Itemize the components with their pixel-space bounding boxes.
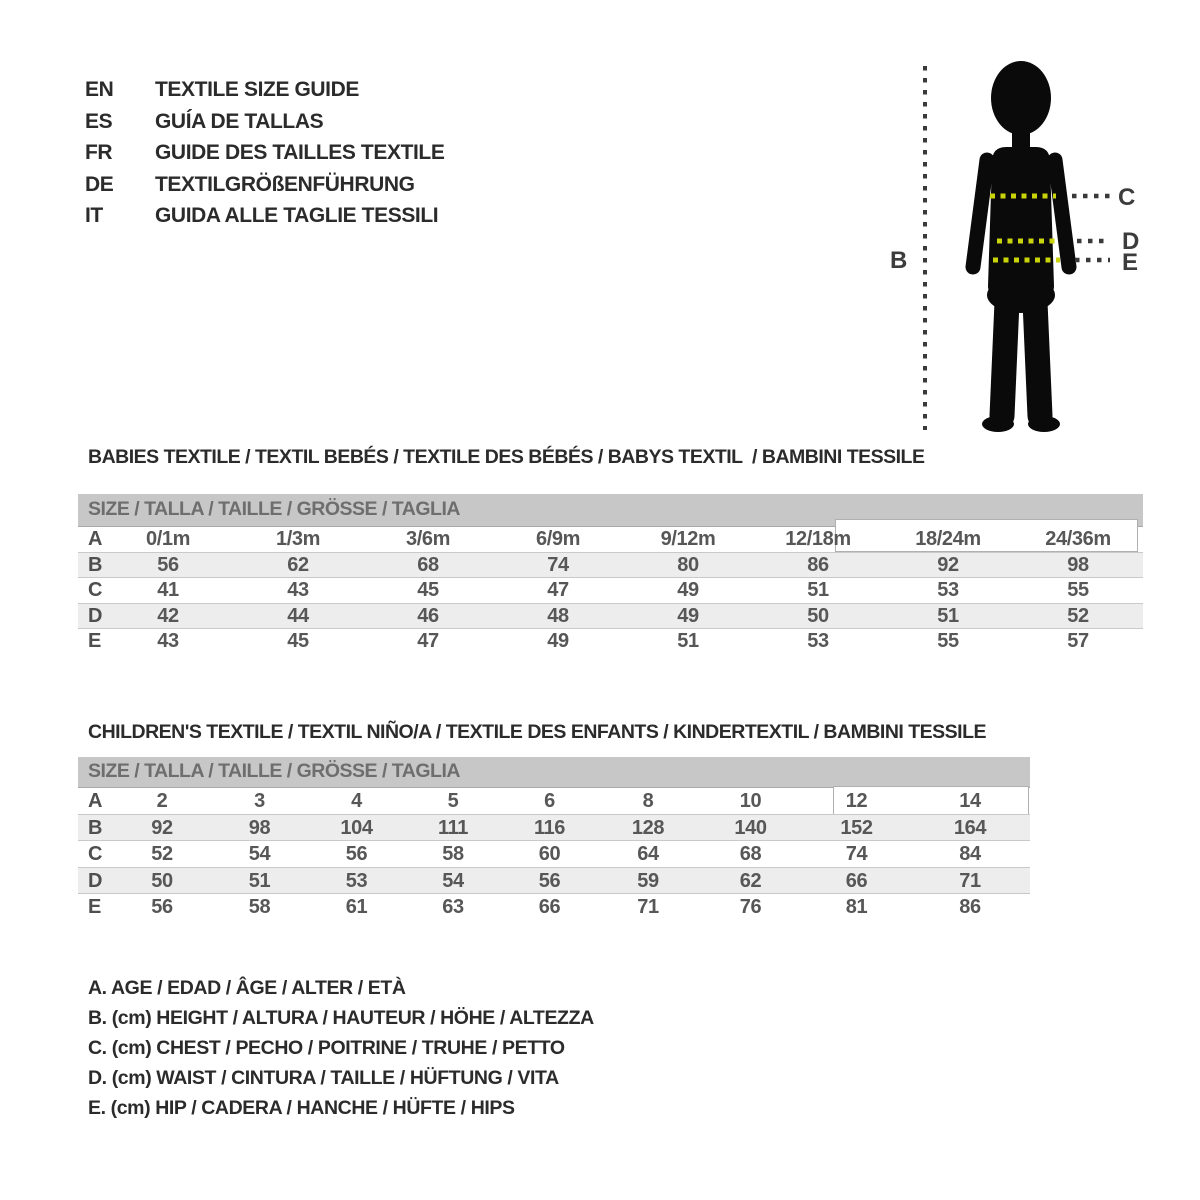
legend-hip: E. (cm) HIP / CADERA / HANCHE / HÜFTE / HIPS [88,1097,515,1119]
language-row [85,106,444,138]
legend-age: A. AGE / EDAD / ÂGE / ALTER / ETÀ [88,977,406,999]
guide-title: GUIDE DES TAILLES TEXTILE [155,141,445,165]
value-cell: 98 [248,817,271,840]
babies-rows [78,527,1143,654]
value-cell: 164 [953,817,987,840]
value-cell: 41 [157,578,179,601]
value-cell: 128 [631,817,665,840]
value-cell: 62 [287,554,309,577]
language-row [85,137,444,169]
row-label: E [88,895,101,918]
value-cell: 49 [547,629,569,652]
chest-label: C [1118,184,1136,211]
size-cell: 6/9m [536,528,580,550]
value-cell: 66 [538,895,561,918]
value-cell: 98 [1067,554,1089,577]
value-cell: 92 [937,554,959,577]
size-cell: 5 [447,790,459,812]
value-cell: 57 [1067,629,1089,652]
value-cell: 80 [677,554,699,577]
legend-chest: C. (cm) CHEST / PECHO / POITRINE / TRUHE / PETTO [88,1037,565,1059]
size-cell: 3/6m [406,528,450,550]
value-cell: 48 [547,605,569,628]
value-cell: 86 [959,895,981,918]
value-cell: 74 [845,842,868,865]
language-row [85,169,444,201]
language-code: FR [85,141,113,165]
value-cell: 43 [287,578,309,601]
value-cell: 49 [677,578,699,601]
language-row [85,200,444,232]
value-cell: 104 [340,817,373,840]
row-label: E [88,629,101,652]
size-cell: 3 [254,790,265,812]
size-cell: 1/3m [276,528,320,550]
row-label: C [88,578,103,601]
value-cell: 76 [739,895,762,918]
value-cell: 59 [637,870,659,893]
size-cell: 4 [351,790,362,812]
value-cell: 53 [345,870,368,893]
value-cell: 47 [417,629,439,652]
language-code: EN [85,78,114,101]
value-cell: 74 [547,554,569,577]
size-header-label: SIZE / TALLA / TAILLE / GRÖSSE / TAGLIA [88,760,460,782]
row-label: D [88,870,103,893]
value-cell: 49 [677,605,699,628]
size-cell: 12 [845,790,868,812]
size-cell: 8 [642,790,654,812]
waist-label: D [1122,228,1140,255]
value-cell: 45 [417,578,439,601]
size-cell: 12/18m [785,528,851,550]
size-cell: 0/1m [146,528,190,550]
value-cell: 84 [959,842,981,865]
value-cell: 71 [959,870,981,893]
table-row [78,527,1143,552]
row-label: B [88,554,103,577]
size-header-bar [78,757,1030,788]
row-label: A [88,528,103,550]
value-cell: 45 [287,629,309,652]
value-cell: 111 [438,817,468,840]
value-cell: 61 [345,895,368,918]
value-cell: 63 [442,895,464,918]
size-cell: 6 [544,790,555,812]
size-cell: 24/36m [1045,528,1111,550]
children-rows [78,788,1030,920]
legend-height: B. (cm) HEIGHT / ALTURA / HAUTEUR / HÖHE / ALTEZZA [88,1007,594,1029]
babies-section-heading: BABIES TEXTILE / TEXTIL BEBÉS / TEXTILE DES BÉBÉS / BABYS TEXTIL / BAMBINI TESSILE [88,446,925,468]
size-cell: 10 [739,790,762,812]
value-cell: 51 [807,578,829,601]
table-row [78,814,1030,840]
size-cell: 14 [959,790,981,812]
value-cell: 55 [1067,578,1089,601]
value-cell: 81 [845,895,868,918]
guide-title: GUIDA ALLE TAGLIE TESSILI [155,204,439,228]
value-cell: 68 [739,842,762,865]
value-cell: 43 [157,629,179,652]
value-cell: 86 [807,554,829,577]
guide-title: TEXTILGRÖßENFÜHRUNG [155,172,415,196]
value-cell: 58 [442,842,464,865]
size-cell: 18/24m [915,528,981,550]
value-cell: 53 [937,578,959,601]
value-cell: 44 [287,605,309,628]
guide-title: GUÍA DE TALLAS [155,109,324,133]
language-code: ES [85,109,113,133]
table-row [78,867,1030,893]
value-cell: 46 [417,605,439,628]
value-cell: 62 [739,870,762,893]
language-row [85,74,444,106]
table-row [78,788,1030,814]
table-row [78,894,1030,920]
table-row [78,552,1143,577]
value-cell: 56 [151,895,173,918]
row-label: D [88,605,103,628]
leader-dashes [1072,196,1112,260]
row-label: A [88,790,103,812]
value-cell: 140 [734,817,767,840]
value-cell: 152 [840,817,873,840]
hip-label: E [1122,249,1139,276]
size-cell: 2 [156,790,168,812]
value-cell: 64 [637,842,659,865]
guide-title: TEXTILE SIZE GUIDE [155,78,359,101]
size-cell: 9/12m [660,528,716,550]
value-cell: 52 [151,842,173,865]
value-cell: 71 [637,895,659,918]
value-cell: 47 [547,578,569,601]
value-cell: 92 [151,817,173,840]
children-size-table [78,757,1030,920]
value-cell: 58 [248,895,271,918]
value-cell: 116 [533,817,566,840]
child-measurement-figure [868,50,1178,450]
value-cell: 54 [248,842,271,865]
value-cell: 50 [807,605,829,628]
value-cell: 53 [807,629,829,652]
legend-waist: D. (cm) WAIST / CINTURA / TAILLE / HÜFTUNG / VITA [88,1067,559,1089]
babies-size-table [78,494,1143,654]
row-label: B [88,817,103,840]
measurement-legend [88,973,594,1123]
value-cell: 56 [345,842,368,865]
children-section-heading: CHILDREN'S TEXTILE / TEXTIL NIÑO/A / TEXTILE DES ENFANTS / KINDERTEXTIL / BAMBINI TESSILE [88,721,987,743]
value-cell: 51 [937,605,959,628]
height-label: B [890,247,908,274]
value-cell: 66 [845,870,868,893]
table-row [78,841,1030,867]
size-header-label: SIZE / TALLA / TAILLE / GRÖSSE / TAGLIA [88,498,460,520]
value-cell: 50 [151,870,173,893]
value-cell: 51 [677,629,699,652]
language-code: DE [85,172,114,196]
value-cell: 51 [248,870,271,893]
value-cell: 54 [442,870,464,893]
row-label: C [88,842,103,865]
value-cell: 52 [1067,605,1089,628]
value-cell: 60 [538,842,561,865]
value-cell: 56 [157,554,179,577]
value-cell: 55 [937,629,959,652]
language-title-list [85,74,444,232]
table-row [78,603,1143,628]
table-row [78,578,1143,603]
value-cell: 56 [538,870,561,893]
table-row [78,629,1143,654]
value-cell: 68 [417,554,439,577]
language-code: IT [85,204,103,228]
value-cell: 42 [157,605,179,628]
